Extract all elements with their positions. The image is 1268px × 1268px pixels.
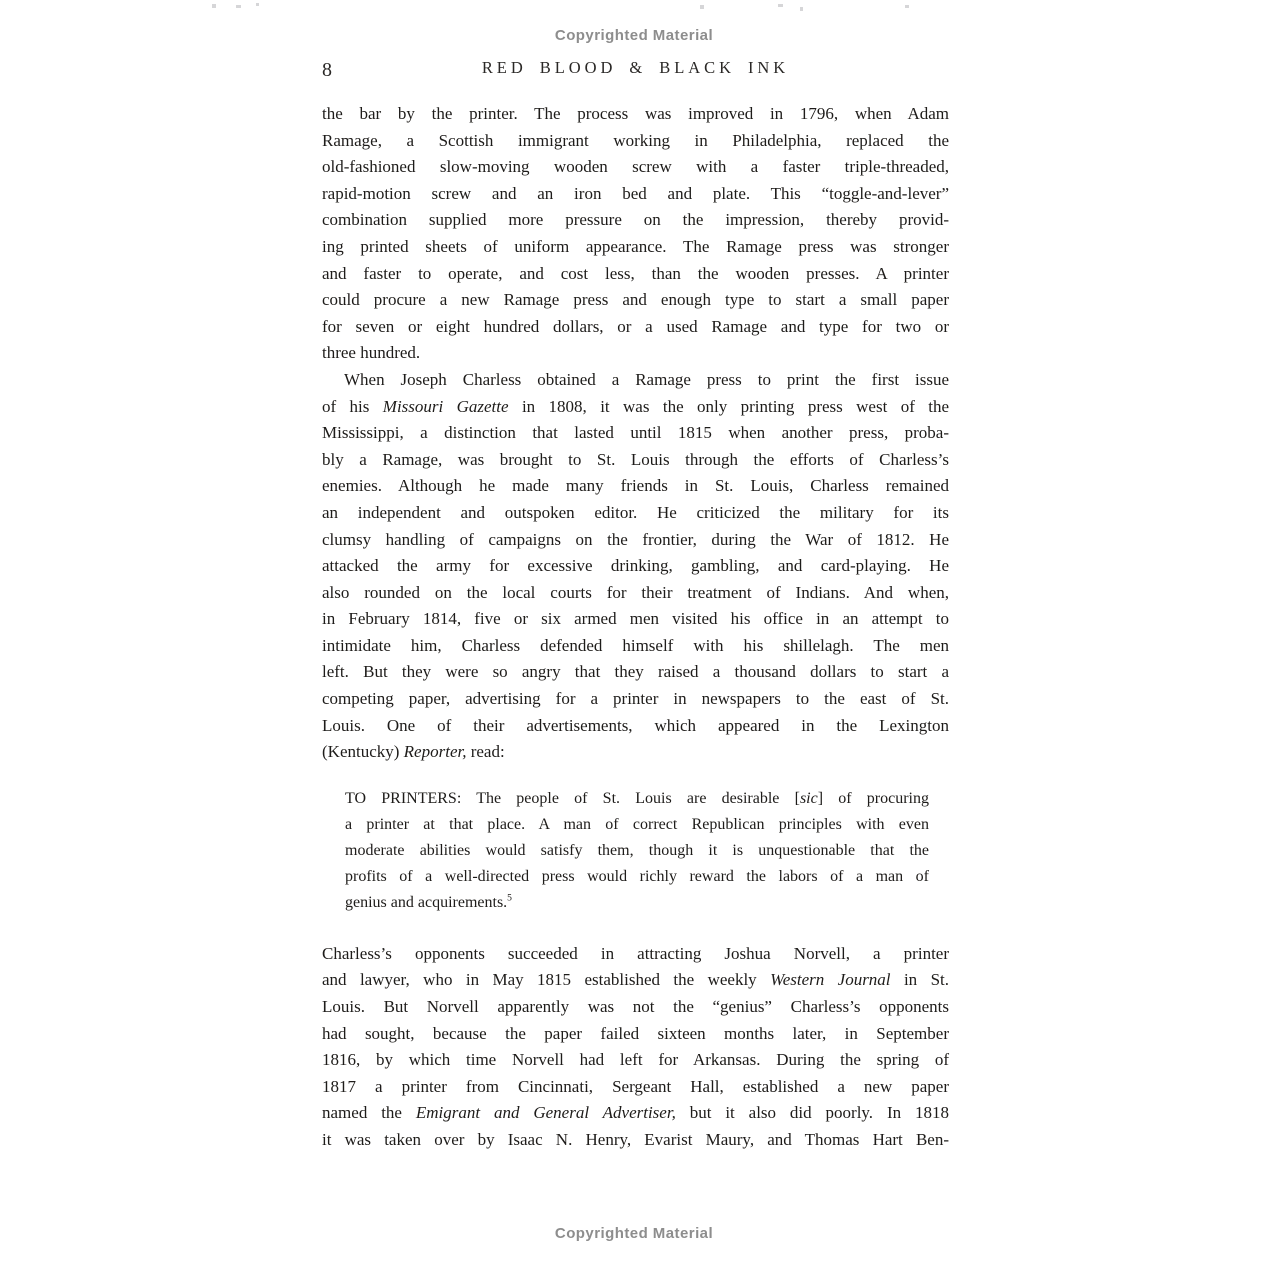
text-line: and faster to operate, and cost less, than the wooden presses. A printer <box>322 263 949 283</box>
text-line: for seven or eight hundred dollars, or a used Ramage and type for two or <box>322 316 949 336</box>
scan-artifact <box>800 7 803 11</box>
text-line: intimidate him, Charless defended himself with his shillelagh. The men <box>322 635 949 655</box>
text-line: three hundred. <box>322 343 421 363</box>
paragraph <box>322 367 949 766</box>
text-line: profits of a well-directed press would richly reward the labors of a man of <box>345 867 929 885</box>
text-line: Louis. But Norvell apparently was not the “genius” Charless’s opponents <box>322 997 949 1017</box>
text-line: When Joseph Charless obtained a Ramage press to print the first issue <box>344 369 949 389</box>
text-line: 1817 a printer from Cincinnati, Sergeant Hall, established a new paper <box>322 1076 949 1096</box>
text-line: ing printed sheets of uniform appearance. The Ramage press was stronger <box>322 236 949 256</box>
text-line: old-fashioned slow-moving wooden screw with a faster triple-threaded, <box>322 157 949 177</box>
text-line: had sought, because the paper failed sixteen months later, in September <box>322 1023 949 1043</box>
copyright-banner-top: Copyrighted Material <box>554 27 714 44</box>
text-column <box>322 101 949 1154</box>
text-line: named the Emigrant and General Advertiser, but it also did poorly. In 1818 <box>322 1103 949 1123</box>
scan-artifact <box>236 5 241 8</box>
text-line: in February 1814, five or six armed men visited his office in an attempt to <box>322 609 949 629</box>
scan-artifact <box>905 5 909 8</box>
text-line: combination supplied more pressure on the impression, thereby provid- <box>322 210 949 230</box>
text-line: of his Missouri Gazette in 1808, it was the only printing press west of the <box>322 396 950 416</box>
running-title: RED BLOOD & BLACK INK <box>481 58 790 77</box>
scan-artifact <box>778 4 783 7</box>
text-line: genius and acquirements.$^5$ <box>345 892 512 911</box>
text-line: the bar by the printer. The process was improved in 1796, when Adam <box>322 104 949 123</box>
text-line: also rounded on the local courts for their treatment of Indians. And when, <box>322 582 949 602</box>
text-line: could procure a new Ramage press and enough type to start a small paper <box>322 290 949 310</box>
text-line: Mississippi, a distinction that lasted until 1815 when another press, proba- <box>322 423 949 443</box>
block-quote <box>345 786 929 916</box>
scan-artifact <box>256 3 259 6</box>
scan-artifact <box>700 5 704 9</box>
paragraph <box>322 941 949 1154</box>
text-line: 1816, by which time Norvell had left for Arkansas. During the spring of <box>322 1050 949 1070</box>
text-line: enemies. Although he made many friends in St. Louis, Charless remained <box>322 476 949 496</box>
scan-artifact <box>212 4 216 8</box>
text-line: bly a Ramage, was brought to St. Louis through the efforts of Charless’s <box>322 449 949 469</box>
text-line: rapid-motion screw and an iron bed and plate. This “toggle-and-lever” <box>322 183 949 203</box>
text-line: competing paper, advertising for a printer in newspapers to the east of St. <box>322 689 949 709</box>
text-line: and lawyer, who in May 1815 established the weekly Western Journal in St. <box>322 970 949 990</box>
copyright-banner-bottom: Copyrighted Material <box>554 1225 714 1242</box>
text-line: Louis. One of their advertisements, which appeared in the Lexington <box>322 715 949 735</box>
page-number: 8 <box>322 59 332 81</box>
text-line: clumsy handling of campaigns on the frontier, during the War of 1812. He <box>322 529 949 549</box>
text-line: (Kentucky) Reporter, read: <box>322 742 505 762</box>
paragraph <box>322 101 949 367</box>
text-line: moderate abilities would satisfy them, though it is unquestionable that the <box>345 841 929 859</box>
text-line: TO PRINTERS: The people of St. Louis are desirable [sic] of procuring <box>345 789 930 807</box>
text-line: a printer at that place. A man of correct Republican principles with even <box>345 815 929 833</box>
text-line: Ramage, a Scottish immigrant working in Philadelphia, replaced the <box>322 130 949 150</box>
text-line: attacked the army for excessive drinking, gambling, and card-playing. He <box>322 556 949 576</box>
text-line: an independent and outspoken editor. He criticized the military for its <box>322 502 949 522</box>
text-line: it was taken over by Isaac N. Henry, Evarist Maury, and Thomas Hart Ben- <box>322 1130 949 1149</box>
text-line: left. But they were so angry that they raised a thousand dollars to start a <box>322 662 949 682</box>
page-header <box>322 58 949 82</box>
text-line: Charless’s opponents succeeded in attracting Joshua Norvell, a printer <box>322 943 949 963</box>
